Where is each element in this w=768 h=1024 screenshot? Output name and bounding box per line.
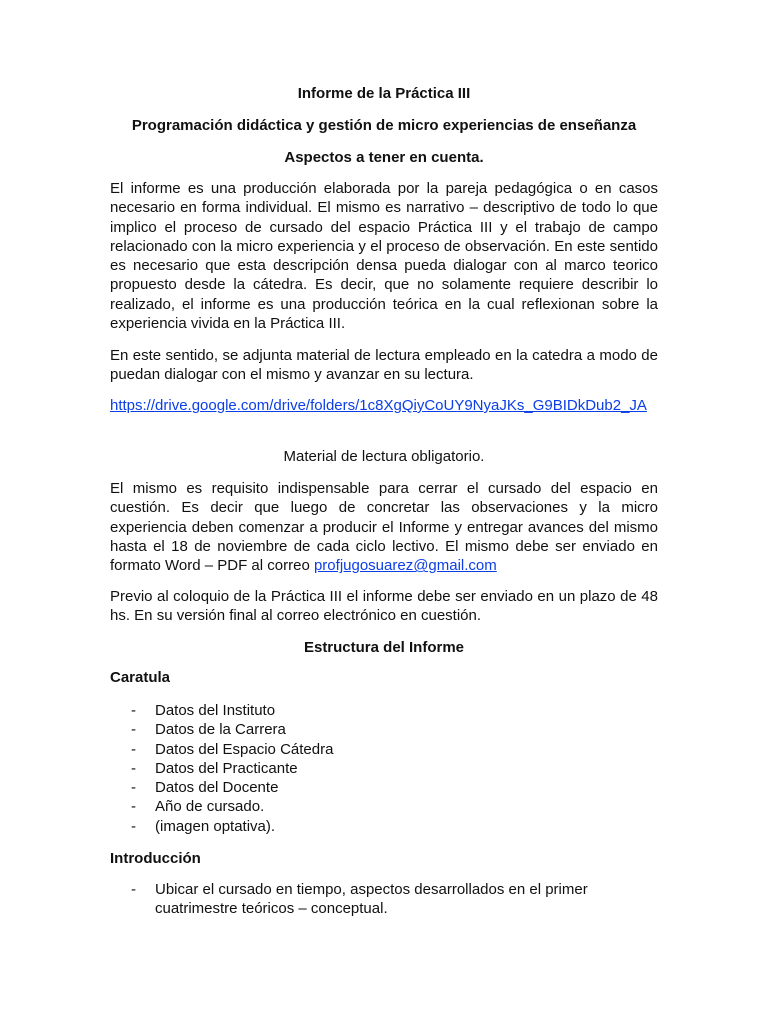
reading-material-note: Material de lectura obligatorio. — [283, 448, 485, 465]
paragraph-3-text: El mismo es requisito indispensable para cerrar el cursado del espacio en cuestión. Es decir que luego de concretar las observaciones y la micro experiencia deben comenzar a producir el Informe y entregar avances del mismo hasta el 18 de noviembre de cada ciclo lectivo. El mismo debe ser enviado en formato Word – PDF al correo — [110, 480, 658, 575]
dash-bullet: - — [131, 740, 136, 758]
heading-introduccion: Introducción — [110, 850, 201, 867]
paragraph-4: Previo al coloquio de la Práctica III el informe debe ser enviado en un plazo de 48 hs. En su versión final al correo electrónico en cuestión. — [110, 588, 658, 625]
dash-bullet: - — [131, 721, 136, 739]
list-item: - Datos del Espacio Cátedra — [131, 740, 334, 758]
dash-bullet: - — [131, 779, 136, 797]
list-item: - Datos de la Carrera — [131, 721, 286, 739]
heading-caratula: Caratula — [110, 669, 171, 686]
dash-bullet: - — [131, 817, 136, 835]
list-item: - Año de cursado. — [131, 798, 265, 816]
caratula-list — [110, 701, 658, 836]
email-link[interactable]: profjugosuarez@gmail.com — [313, 557, 497, 575]
heading-aspects: Aspectos a tener en cuenta. — [284, 149, 484, 166]
drive-link[interactable]: https://drive.google.com/drive/folders/1c8XgQiyCoUY9NyaJKs_G9BIDkDub2_JA — [110, 397, 647, 414]
document-title: Informe de la Práctica III — [297, 85, 471, 102]
list-item: - Ubicar el cursado en tiempo, aspectos desarrollados en el primer cuatrimestre teóricos – conceptual. — [131, 881, 588, 918]
drive-link-wrapper — [110, 396, 658, 415]
dash-bullet: - — [131, 798, 136, 816]
document-subtitle: Programación didáctica y gestión de micro experiencias de enseñanza — [131, 117, 637, 134]
dash-bullet: - — [131, 759, 136, 777]
list-item: - (imagen optativa). — [131, 817, 276, 835]
paragraph-3 — [110, 479, 658, 575]
heading-structure: Estructura del Informe — [303, 639, 465, 656]
list-item: - Datos del Instituto — [131, 702, 276, 719]
list-item: - Datos del Docente — [131, 779, 279, 797]
introduccion-list — [110, 880, 658, 919]
paragraph-2: En este sentido, se adjunta material de lectura empleado en la catedra a modo de puedan dialogar con el mismo y avanzar en su lectura. — [110, 347, 658, 384]
dash-bullet: - — [131, 881, 136, 898]
dash-bullet: - — [131, 702, 136, 719]
list-item: - Datos del Practicante — [131, 759, 298, 777]
paragraph-1: El informe es una producción elaborada por la pareja pedagógica o en casos necesario en forma individual. El mismo es narrativo – descriptivo de todo lo que implico el proceso de cursado del espacio Práctica III y el trabajo de campo relacionado con la micro experiencia y el proceso de observación. En este sentido es necesario que esta descripción densa pueda dialogar con al marco teorico propuesto desde la cátedra. Es decir, que no solamente requiere describir lo realizado, el informe es una producción teórica en la cual reflexionan sobre la experiencia vivida en la Práctica III. — [110, 180, 658, 333]
